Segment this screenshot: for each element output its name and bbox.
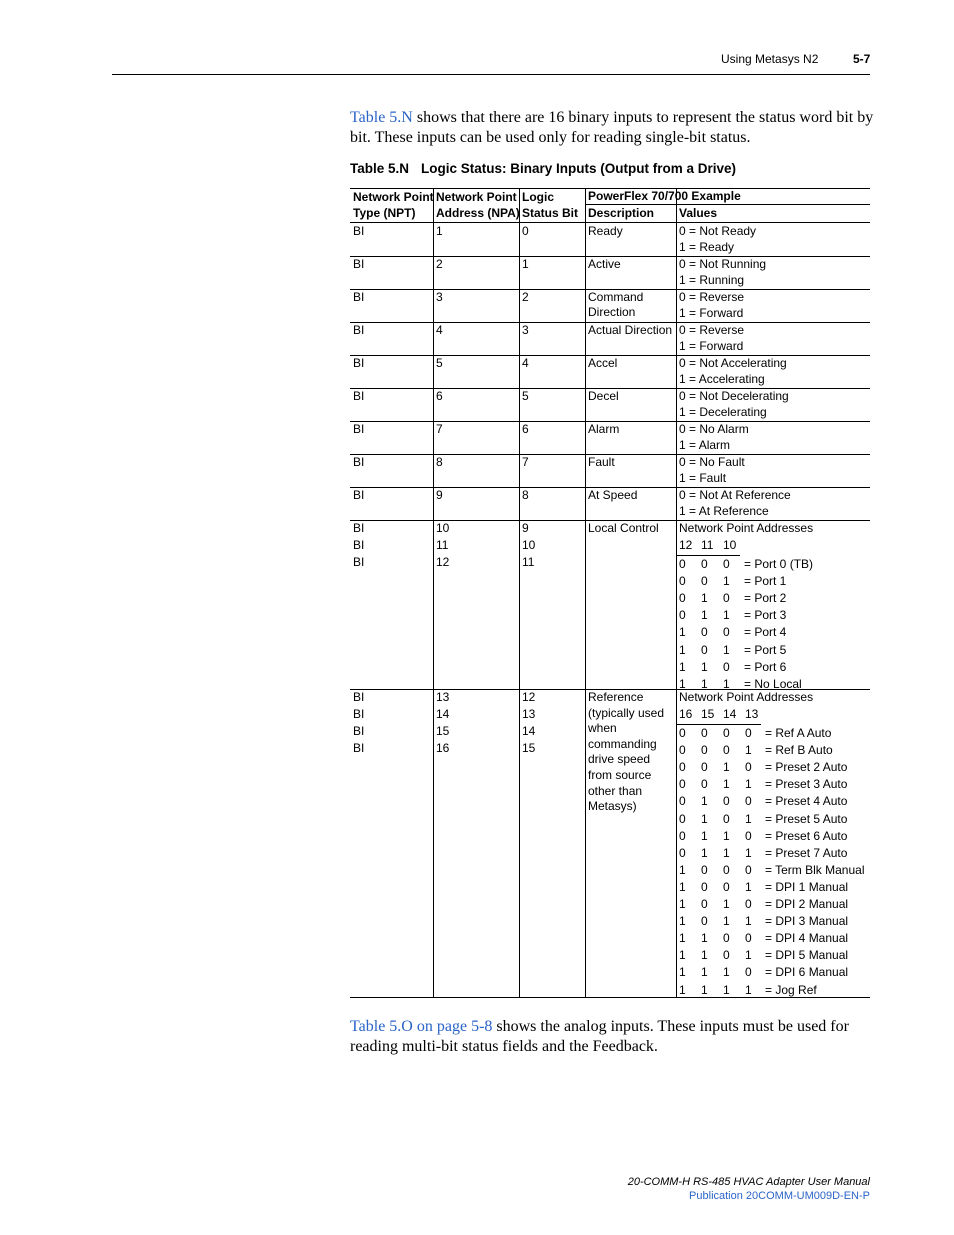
bit-value: 1	[701, 591, 708, 606]
status-bit-cell: 1	[522, 257, 529, 271]
npt-cell: BI	[353, 555, 365, 569]
logic-status-table	[350, 188, 870, 998]
status-bit-cell: 15	[522, 741, 536, 755]
address-label: = Port 5	[744, 642, 787, 657]
npa-cell: 5	[436, 356, 443, 370]
value-cell: 1 = Running	[679, 273, 745, 287]
value-cell: 0 = Not Running	[679, 257, 767, 271]
bit-value: 1	[745, 845, 752, 860]
bit-value: 0	[701, 760, 708, 775]
bit-value: 0	[701, 574, 708, 589]
bit-value: 0	[701, 726, 708, 740]
bit-value: 1	[745, 777, 752, 792]
value-cell: 0 = Not Decelerating	[679, 389, 789, 403]
description-cell: Active	[588, 257, 621, 271]
address-label: = Preset 7 Auto	[765, 845, 848, 860]
bit-column-header: 14	[723, 707, 737, 721]
bit-value: 0	[723, 794, 730, 809]
description-cell: Metasys)	[588, 799, 637, 814]
bit-value: 0	[701, 777, 708, 792]
bit-column-header: 16	[679, 707, 693, 721]
bit-value: 1	[723, 914, 730, 929]
page-number: 5-7	[853, 52, 871, 66]
bit-value: 0	[679, 794, 686, 809]
bit-value: 1	[701, 965, 708, 980]
status-bit-cell: 14	[522, 724, 536, 738]
running-header-title: Using Metasys N2	[721, 52, 819, 66]
value-cell: 0 = Reverse	[679, 323, 745, 337]
bit-value: 0	[679, 608, 686, 623]
table-5o-link[interactable]: Table 5.O on page 5-8	[350, 1018, 493, 1035]
npa-cell: 10	[436, 521, 450, 535]
address-label: = Jog Ref	[765, 982, 817, 997]
bit-column-header: 13	[745, 707, 759, 721]
table-caption-number: Table 5.N	[350, 161, 410, 176]
description-cell: drive speed	[588, 752, 651, 767]
bit-value: 1	[723, 777, 730, 792]
header-npa-2: Address (NPA)	[436, 206, 520, 220]
npa-cell: 2	[436, 257, 443, 271]
value-cell: 1 = Alarm	[679, 438, 731, 452]
bit-value: 1	[679, 625, 686, 640]
status-bit-cell: 9	[522, 521, 529, 535]
status-bit-cell: 12	[522, 690, 536, 704]
address-label: = DPI 6 Manual	[765, 965, 849, 980]
npt-cell: BI	[353, 707, 365, 721]
bit-value: 1	[679, 914, 686, 929]
bit-value: 0	[723, 557, 730, 571]
address-label: = Port 1	[744, 574, 787, 589]
row-rule	[350, 997, 870, 998]
column-divider	[519, 188, 520, 997]
address-label: = Ref A Auto	[765, 726, 832, 740]
description-cell: when	[588, 721, 617, 736]
value-cell: 1 = Forward	[679, 339, 744, 353]
value-cell: 0 = No Alarm	[679, 422, 749, 436]
bit-value: 1	[701, 948, 708, 963]
description-cell: other than	[588, 783, 643, 798]
bit-value: 0	[679, 811, 686, 826]
bit-value: 1	[701, 931, 708, 946]
npt-cell: BI	[353, 422, 365, 436]
table-caption	[350, 161, 736, 176]
address-label: = Ref B Auto	[765, 743, 833, 758]
bit-value: 0	[723, 948, 730, 963]
bit-value: 0	[723, 726, 730, 740]
status-bit-cell: 5	[522, 389, 529, 403]
description-cell: At Speed	[588, 488, 638, 502]
npt-cell: BI	[353, 389, 365, 403]
bit-value: 1	[679, 642, 686, 657]
bit-value: 1	[745, 743, 752, 758]
header-npa-1: Network Point	[436, 190, 517, 204]
bit-value: 1	[701, 659, 708, 674]
description-cell: (typically used	[588, 705, 665, 720]
description-cell: Alarm	[588, 422, 620, 436]
bit-header-rule	[677, 555, 740, 556]
footer-publication[interactable]: Publication 20COMM-UM009D-EN-P	[689, 1190, 870, 1202]
outro-paragraph	[350, 1017, 875, 1057]
bit-value: 1	[745, 948, 752, 963]
npa-cell: 16	[436, 741, 450, 755]
bit-value: 0	[745, 760, 752, 775]
bit-value: 1	[723, 845, 730, 860]
bit-value: 1	[745, 811, 752, 826]
bit-value: 0	[701, 862, 708, 877]
bit-value: 1	[679, 676, 686, 691]
bit-value: 0	[679, 726, 686, 740]
address-label: = DPI 4 Manual	[765, 931, 849, 946]
bit-value: 0	[723, 659, 730, 674]
bit-value: 0	[701, 879, 708, 894]
bit-value: 0	[679, 743, 686, 758]
address-label: = DPI 3 Manual	[765, 914, 849, 929]
address-label: = DPI 1 Manual	[765, 879, 849, 894]
bit-value: 0	[701, 557, 708, 571]
description-cell: Decel	[588, 389, 619, 403]
value-cell: 1 = Forward	[679, 306, 744, 320]
description-cell: from source	[588, 768, 652, 782]
address-label: = Port 6	[744, 659, 787, 674]
outro-text: shows the analog inputs. These inputs must be used for reading multi-bit status fields and the Feedback.	[350, 1018, 849, 1055]
npa-cell: 11	[436, 538, 449, 552]
npa-cell: 12	[436, 555, 450, 569]
header-lsb-2: Status Bit	[522, 206, 579, 220]
bit-value: 0	[701, 897, 708, 911]
value-cell: 1 = Decelerating	[679, 405, 767, 419]
bit-value: 0	[723, 811, 730, 826]
npa-cell: 9	[436, 488, 443, 502]
npa-cell: 1	[436, 224, 443, 238]
bit-value: 0	[679, 760, 686, 775]
description-cell: Accel	[588, 356, 618, 370]
bit-value: 1	[701, 608, 708, 623]
header-npt-2: Type (NPT)	[353, 206, 416, 220]
header-npt-1: Network Point	[353, 190, 434, 204]
bit-table-title: Network Point Addresses	[679, 521, 814, 535]
npt-cell: BI	[353, 690, 365, 704]
column-divider	[433, 188, 434, 997]
bit-value: 1	[701, 794, 708, 809]
address-label: = Port 4	[744, 625, 787, 640]
status-bit-cell: 6	[522, 422, 529, 436]
npa-cell: 14	[436, 707, 450, 721]
column-divider	[585, 188, 586, 997]
description-cell: commanding	[588, 736, 657, 751]
status-bit-cell: 0	[522, 224, 529, 238]
bit-value: 1	[679, 931, 686, 946]
header-bottom-rule	[350, 222, 870, 223]
npt-cell: BI	[353, 224, 365, 238]
npa-cell: 8	[436, 455, 443, 469]
address-label: = Port 3	[744, 608, 787, 623]
table-5n-link[interactable]: Table 5.N	[350, 109, 413, 126]
description-cell: Fault	[588, 455, 615, 469]
bit-value: 0	[745, 828, 752, 843]
bit-value: 0	[745, 794, 752, 809]
npt-cell: BI	[353, 521, 365, 535]
bit-value: 0	[679, 828, 686, 843]
bit-value: 1	[745, 982, 752, 997]
address-label: = Preset 6 Auto	[765, 828, 848, 843]
address-label: = No Local	[744, 676, 802, 691]
npa-cell: 4	[436, 323, 443, 337]
bit-value: 0	[723, 625, 730, 640]
status-bit-cell: 4	[522, 356, 529, 370]
bit-value: 0	[745, 726, 752, 740]
value-cell: 0 = No Fault	[679, 455, 745, 469]
bit-value: 0	[723, 931, 730, 946]
address-label: = Preset 5 Auto	[765, 811, 848, 826]
status-bit-cell: 7	[522, 455, 529, 469]
bit-value: 0	[723, 591, 730, 606]
bit-value: 0	[745, 931, 752, 946]
description-cell: Reference	[588, 690, 644, 704]
bit-value: 1	[723, 897, 730, 911]
column-divider	[676, 188, 677, 997]
bit-value: 1	[679, 659, 686, 674]
bit-value: 1	[679, 965, 686, 980]
bit-column-header: 12	[679, 538, 693, 552]
status-bit-cell: 13	[522, 707, 536, 721]
intro-paragraph	[350, 108, 875, 148]
value-cell: 0 = Not Ready	[679, 224, 757, 238]
value-cell: 1 = At Reference	[679, 504, 769, 518]
address-label: = DPI 2 Manual	[765, 897, 849, 911]
npt-cell: BI	[353, 356, 365, 370]
bit-value: 0	[723, 862, 730, 877]
bit-value: 1	[679, 879, 686, 894]
status-bit-cell: 3	[522, 323, 529, 337]
bit-value: 1	[679, 948, 686, 963]
bit-value: 1	[723, 676, 730, 691]
bit-header-rule	[677, 724, 761, 725]
bit-value: 0	[723, 879, 730, 894]
bit-value: 1	[679, 862, 686, 877]
bit-column-header: 10	[723, 538, 737, 552]
status-bit-cell: 10	[522, 538, 536, 552]
npa-cell: 3	[436, 290, 443, 304]
bit-value: 1	[701, 982, 708, 997]
bit-value: 0	[745, 965, 752, 980]
npt-cell: BI	[353, 724, 365, 738]
bit-value: 0	[723, 743, 730, 758]
bit-value: 1	[745, 914, 752, 929]
header-rule	[112, 74, 870, 75]
bit-value: 1	[679, 897, 686, 911]
bit-value: 1	[723, 982, 730, 997]
address-label: = Term Blk Manual	[765, 862, 865, 877]
address-label: = DPI 5 Manual	[765, 948, 849, 963]
header-group-rule	[586, 204, 870, 205]
npt-cell: BI	[353, 455, 365, 469]
bit-value: 0	[745, 862, 752, 877]
address-label: = Port 0 (TB)	[744, 557, 814, 571]
npt-cell: BI	[353, 290, 365, 304]
bit-table-title: Network Point Addresses	[679, 690, 814, 704]
bit-value: 1	[701, 676, 708, 691]
description-cell: Ready	[588, 224, 623, 238]
npt-cell: BI	[353, 323, 365, 337]
description-cell: Actual Direction	[588, 323, 673, 337]
header-description: Description	[588, 206, 655, 220]
npa-cell: 15	[436, 724, 450, 738]
npa-cell: 6	[436, 389, 443, 403]
table-caption-title: Logic Status: Binary Inputs (Output from a Drive)	[421, 161, 737, 176]
status-bit-cell: 8	[522, 488, 529, 502]
bit-value: 0	[679, 574, 686, 589]
npt-cell: BI	[353, 488, 365, 502]
bit-value: 1	[679, 982, 686, 997]
bit-value: 1	[723, 828, 730, 843]
npa-cell: 7	[436, 422, 443, 436]
value-cell: 0 = Reverse	[679, 290, 745, 304]
bit-column-header: 11	[701, 538, 714, 552]
bit-value: 0	[701, 914, 708, 929]
description-cell: Command Direction	[588, 290, 644, 319]
bit-value: 0	[679, 845, 686, 860]
address-label: = Preset 4 Auto	[765, 794, 848, 809]
bit-value: 0	[679, 557, 686, 571]
bit-value: 0	[701, 625, 708, 640]
status-bit-cell: 2	[522, 290, 529, 304]
bit-value: 1	[723, 965, 730, 980]
header-values: Values	[679, 206, 718, 220]
value-cell: 1 = Fault	[679, 471, 727, 485]
bit-column-header: 15	[701, 707, 715, 721]
value-cell: 0 = Not At Reference	[679, 488, 791, 502]
value-cell: 0 = Not Accelerating	[679, 356, 787, 370]
header-powerflex-example: PowerFlex 70/700 Example	[588, 189, 741, 203]
table-top-rule	[350, 188, 870, 189]
bit-value: 1	[701, 811, 708, 826]
bit-value: 1	[723, 574, 730, 589]
address-label: = Port 2	[744, 591, 787, 606]
npa-cell: 13	[436, 690, 450, 704]
bit-value: 0	[701, 743, 708, 758]
bit-value: 0	[745, 897, 752, 911]
bit-value: 1	[723, 760, 730, 775]
value-cell: 1 = Ready	[679, 240, 735, 254]
bit-value: 1	[701, 845, 708, 860]
npt-cell: BI	[353, 257, 365, 271]
bit-value: 1	[701, 828, 708, 843]
bit-value: 0	[679, 777, 686, 792]
status-bit-cell: 11	[522, 555, 535, 569]
footer-manual-title: 20-COMM-H RS-485 HVAC Adapter User Manual	[627, 1176, 870, 1188]
address-label: = Preset 3 Auto	[765, 777, 848, 792]
description-cell: Local Control	[588, 521, 659, 535]
npt-cell: BI	[353, 538, 365, 552]
value-cell: 1 = Accelerating	[679, 372, 765, 386]
address-label: = Preset 2 Auto	[765, 760, 848, 775]
header-lsb-1: Logic	[522, 190, 554, 204]
npt-cell: BI	[353, 741, 365, 755]
bit-value: 1	[723, 608, 730, 623]
bit-value: 1	[723, 642, 730, 657]
bit-value: 0	[679, 591, 686, 606]
bit-value: 0	[701, 642, 708, 657]
intro-text: shows that there are 16 binary inputs to represent the status word bit by bit. These inputs can be used only for reading single-bit status.	[350, 109, 874, 146]
bit-value: 1	[745, 879, 752, 894]
